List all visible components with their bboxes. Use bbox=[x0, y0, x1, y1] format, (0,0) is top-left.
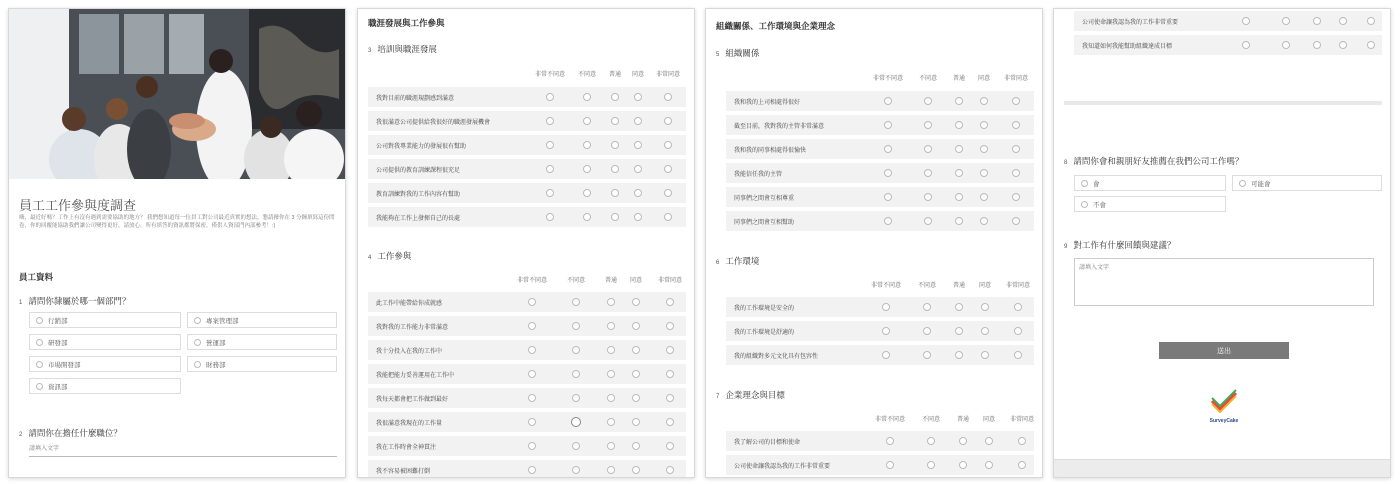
radio-button[interactable] bbox=[607, 394, 615, 402]
radio-button[interactable] bbox=[611, 93, 619, 101]
radio-button[interactable] bbox=[666, 394, 674, 402]
radio-button[interactable] bbox=[528, 298, 536, 306]
matrix-row bbox=[726, 455, 1034, 475]
scale-label: 非常不同意 bbox=[534, 72, 565, 78]
radio-button[interactable] bbox=[924, 121, 932, 129]
radio-button[interactable] bbox=[666, 442, 674, 450]
section-title-career: 職涯發展與工作參與 bbox=[368, 18, 445, 28]
scale-label: 不同意 bbox=[918, 76, 937, 82]
radio-button[interactable] bbox=[927, 461, 935, 469]
matrix-row bbox=[726, 187, 1034, 207]
matrix-row bbox=[368, 460, 686, 478]
option-label: 行銷部 bbox=[48, 317, 68, 325]
matrix-row bbox=[368, 388, 686, 408]
matrix-row-label: 公司使命讓我認為我的工作非常重要 bbox=[734, 463, 831, 470]
footer-bar bbox=[1054, 459, 1391, 477]
radio-button[interactable] bbox=[1012, 121, 1020, 129]
matrix-row bbox=[726, 345, 1034, 365]
matrix-row-label: 我能把能力妥善運用在工作中 bbox=[376, 372, 455, 379]
matrix-row-label: 我不容易被困難打倒 bbox=[376, 468, 431, 475]
radio-button[interactable] bbox=[611, 189, 619, 197]
radio-button[interactable] bbox=[1018, 437, 1026, 445]
radio-button[interactable] bbox=[572, 298, 580, 306]
matrix-row bbox=[368, 159, 686, 179]
option-label: 可能會 bbox=[1251, 180, 1271, 188]
radio-button[interactable] bbox=[923, 303, 931, 311]
question-1-title bbox=[19, 295, 130, 307]
radio-button[interactable] bbox=[546, 93, 554, 101]
radio-button[interactable] bbox=[884, 193, 892, 201]
radio-button[interactable] bbox=[955, 193, 963, 201]
radio-button[interactable] bbox=[981, 351, 989, 359]
option-rd[interactable] bbox=[29, 334, 181, 350]
matrix-row bbox=[726, 211, 1034, 231]
radio-icon bbox=[1081, 201, 1088, 208]
radio-button[interactable] bbox=[572, 346, 580, 354]
question-text: 培訓與職涯發展 bbox=[377, 44, 437, 54]
radio-button[interactable] bbox=[955, 145, 963, 153]
radio-button[interactable] bbox=[664, 141, 672, 149]
matrix-row bbox=[726, 297, 1034, 317]
scale-label: 同意 bbox=[629, 278, 642, 284]
option-label: 不會 bbox=[1093, 201, 1106, 209]
question-text: 請問你隸屬於哪一個部門？ bbox=[28, 296, 131, 306]
radio-button[interactable] bbox=[634, 189, 642, 197]
radio-button[interactable] bbox=[528, 322, 536, 330]
radio-button[interactable] bbox=[528, 466, 536, 474]
question-text: 組織關係 bbox=[725, 48, 760, 58]
radio-button[interactable] bbox=[666, 298, 674, 306]
radio-button[interactable] bbox=[583, 213, 591, 221]
radio-button[interactable] bbox=[924, 169, 932, 177]
radio-button[interactable] bbox=[664, 117, 672, 125]
matrix-row bbox=[726, 431, 1034, 451]
radio-icon bbox=[36, 383, 43, 390]
question-number: 7 bbox=[716, 394, 720, 400]
matrix-row-label: 我的組織對多元文化具有包容性 bbox=[734, 353, 819, 360]
radio-button[interactable] bbox=[882, 303, 890, 311]
matrix-row bbox=[368, 436, 686, 456]
radio-button[interactable] bbox=[572, 394, 580, 402]
radio-button[interactable] bbox=[980, 169, 988, 177]
question-number: 5 bbox=[716, 52, 720, 58]
matrix-row bbox=[726, 163, 1034, 183]
radio-icon bbox=[1081, 180, 1088, 187]
radio-button[interactable] bbox=[634, 93, 642, 101]
matrix-row-label: 公司對我專業能力的發展很有幫助 bbox=[376, 143, 467, 150]
matrix-row bbox=[368, 292, 686, 312]
survey-page-2 bbox=[357, 8, 695, 478]
question-5-title bbox=[716, 47, 759, 59]
matrix-header bbox=[866, 73, 1036, 82]
matrix-row-label: 我每天都會把工作做到最好 bbox=[376, 396, 449, 403]
question-number: 8 bbox=[1064, 160, 1068, 166]
radio-icon bbox=[36, 361, 43, 368]
radio-button[interactable] bbox=[611, 141, 619, 149]
scale-label: 非常同意 bbox=[655, 72, 680, 78]
radio-icon bbox=[194, 339, 201, 346]
radio-button[interactable] bbox=[664, 165, 672, 173]
radio-button[interactable] bbox=[528, 370, 536, 378]
matrix-row bbox=[368, 135, 686, 155]
scale-label: 同意 bbox=[977, 76, 990, 82]
radio-button[interactable] bbox=[1012, 217, 1020, 225]
scale-label: 不同意 bbox=[577, 72, 596, 78]
radio-button[interactable] bbox=[607, 346, 615, 354]
question-number: 3 bbox=[368, 48, 372, 54]
radio-button[interactable] bbox=[666, 346, 674, 354]
scale-label: 普通 bbox=[608, 72, 621, 78]
radio-button[interactable] bbox=[632, 346, 640, 354]
radio-button[interactable] bbox=[955, 327, 963, 335]
radio-button[interactable] bbox=[607, 370, 615, 378]
survey-page-4 bbox=[1053, 8, 1391, 478]
radio-button[interactable] bbox=[884, 121, 892, 129]
radio-button[interactable] bbox=[923, 351, 931, 359]
radio-button[interactable] bbox=[583, 93, 591, 101]
surveycake-logo bbox=[1199, 389, 1249, 429]
radio-button[interactable] bbox=[528, 346, 536, 354]
question-text: 對工作有什麼回饋與建議？ bbox=[1073, 240, 1176, 250]
radio-button[interactable] bbox=[1014, 351, 1022, 359]
matrix-row-label: 同事們之間會互相尊重 bbox=[734, 195, 795, 202]
radio-button[interactable] bbox=[528, 442, 536, 450]
radio-button[interactable] bbox=[959, 437, 967, 445]
scale-label: 非常不同意 bbox=[870, 283, 901, 289]
survey-description: 嗨，最近好嗎？工作上有沒有遇到需要協助的地方？ 我們想知道每一位員工對公司最近真實的想法，懇請撥你在 3 分鐘填寫這份問卷，你的回覆能協助我們讓公司變得更好，請放心，所有填答的資訊都將保密，僅供人資部門內部參考！:) bbox=[19, 215, 335, 229]
radio-button[interactable] bbox=[546, 165, 554, 173]
question-text: 工作環境 bbox=[725, 256, 760, 266]
scale-label: 不同意 bbox=[917, 283, 936, 289]
radio-button[interactable] bbox=[985, 461, 993, 469]
scale-label: 非常同意 bbox=[657, 278, 682, 284]
matrix-row-label: 我很滿意我現在的工作量 bbox=[376, 420, 443, 427]
option-label: 財務部 bbox=[206, 361, 226, 369]
section-title-org: 組織關係、工作環境與企業理念 bbox=[716, 21, 836, 31]
matrix-row-label: 公司使命讓我認為我的工作非常重要 bbox=[1082, 19, 1179, 26]
radio-button[interactable] bbox=[607, 322, 615, 330]
radio-button[interactable] bbox=[1282, 17, 1290, 25]
question-text: 企業理念與目標 bbox=[725, 390, 785, 400]
radio-button[interactable] bbox=[572, 322, 580, 330]
question-number: 4 bbox=[368, 255, 372, 261]
radio-button[interactable] bbox=[1339, 17, 1347, 25]
radio-icon bbox=[36, 339, 43, 346]
radio-button[interactable] bbox=[546, 141, 554, 149]
option-operations[interactable] bbox=[187, 334, 337, 350]
question-text: 請問你在擔任什麼職位？ bbox=[28, 428, 122, 438]
radio-button[interactable] bbox=[632, 466, 640, 474]
scale-label: 不同意 bbox=[566, 278, 585, 284]
radio-button[interactable] bbox=[664, 213, 672, 221]
radio-button[interactable] bbox=[1014, 327, 1022, 335]
matrix-row bbox=[726, 139, 1034, 159]
radio-button[interactable] bbox=[886, 437, 894, 445]
radio-button[interactable] bbox=[955, 351, 963, 359]
matrix-row bbox=[1074, 35, 1382, 55]
matrix-row-label: 我的工作環境是舒適的 bbox=[734, 329, 795, 336]
matrix-row-label: 我在工作時會全神貫注 bbox=[376, 444, 437, 451]
radio-button[interactable] bbox=[1282, 41, 1290, 49]
radio-icon bbox=[36, 317, 43, 324]
radio-button[interactable] bbox=[882, 351, 890, 359]
scale-label: 普通 bbox=[604, 278, 617, 284]
radio-button[interactable] bbox=[886, 461, 894, 469]
matrix-row bbox=[368, 316, 686, 336]
radio-button[interactable] bbox=[1313, 41, 1321, 49]
scale-label: 同意 bbox=[978, 283, 991, 289]
radio-button[interactable] bbox=[985, 437, 993, 445]
radio-button[interactable] bbox=[607, 466, 615, 474]
question-text: 請問你會和親朋好友推薦在我們公司工作嗎？ bbox=[1073, 156, 1244, 166]
matrix-row-label: 截至目前，我對我的主管非常滿意 bbox=[734, 123, 825, 130]
survey-title: 員工工作參與度調查 bbox=[19, 198, 137, 213]
matrix-row-label: 我和我的上司相處得很好 bbox=[734, 99, 801, 106]
question-number: 6 bbox=[716, 260, 720, 266]
radio-button[interactable] bbox=[607, 298, 615, 306]
matrix-row-label: 我和我的同事相處得很愉快 bbox=[734, 147, 807, 154]
radio-button[interactable] bbox=[980, 217, 988, 225]
scale-label: 非常同意 bbox=[1005, 283, 1030, 289]
radio-button[interactable] bbox=[607, 442, 615, 450]
matrix-header bbox=[868, 414, 1042, 423]
radio-button[interactable] bbox=[632, 370, 640, 378]
radio-button[interactable] bbox=[924, 217, 932, 225]
option-label: 會 bbox=[1093, 180, 1100, 188]
radio-button[interactable] bbox=[583, 117, 591, 125]
option-finance[interactable] bbox=[187, 356, 337, 372]
radio-button[interactable] bbox=[959, 461, 967, 469]
question-7-title bbox=[716, 389, 785, 401]
matrix-row-label: 我十分投入在我的工作中 bbox=[376, 348, 443, 355]
option-no[interactable] bbox=[1074, 196, 1226, 212]
option-label: 營運部 bbox=[206, 339, 226, 347]
radio-button[interactable] bbox=[666, 466, 674, 474]
radio-button[interactable] bbox=[1012, 97, 1020, 105]
radio-button[interactable] bbox=[611, 165, 619, 173]
matrix-row-label: 公司提供的教育訓練課程很充足 bbox=[376, 167, 461, 174]
option-maybe[interactable] bbox=[1232, 175, 1382, 191]
scale-label: 普通 bbox=[952, 283, 965, 289]
matrix-row bbox=[726, 321, 1034, 341]
radio-button[interactable] bbox=[955, 303, 963, 311]
matrix-row-label: 我了解公司的目標和使命 bbox=[734, 439, 801, 446]
matrix-row bbox=[368, 207, 686, 227]
logo-text: SurveyCake bbox=[1209, 418, 1239, 424]
matrix-row-label: 我能信任我的主管 bbox=[734, 171, 783, 178]
radio-button[interactable] bbox=[884, 145, 892, 153]
radio-button[interactable] bbox=[1367, 17, 1375, 25]
question-2-title bbox=[19, 427, 122, 439]
option-label: 研發部 bbox=[48, 339, 68, 347]
matrix-row bbox=[1074, 11, 1382, 31]
matrix-row-label: 此工作中能帶給你成就感 bbox=[376, 300, 443, 307]
radio-button[interactable] bbox=[572, 370, 580, 378]
matrix-row bbox=[368, 364, 686, 384]
section-title-employee-info: 員工資料 bbox=[19, 272, 54, 282]
radio-button[interactable] bbox=[572, 466, 580, 474]
matrix-row bbox=[368, 412, 686, 432]
matrix-row bbox=[368, 183, 686, 203]
survey-page-3 bbox=[705, 8, 1043, 478]
matrix-row-label: 我知道如何我能幫助組織達成目標 bbox=[1082, 43, 1173, 50]
scale-label: 普通 bbox=[956, 417, 969, 423]
matrix-row bbox=[368, 111, 686, 131]
radio-button[interactable] bbox=[634, 117, 642, 125]
radio-button[interactable] bbox=[572, 442, 580, 450]
radio-button[interactable] bbox=[1367, 41, 1375, 49]
section-divider bbox=[1064, 101, 1382, 105]
scale-label: 同意 bbox=[982, 417, 995, 423]
matrix-header bbox=[528, 69, 688, 78]
scale-label: 非常同意 bbox=[1009, 417, 1034, 423]
radio-button[interactable] bbox=[664, 189, 672, 197]
radio-button[interactable] bbox=[955, 121, 963, 129]
scale-label: 同意 bbox=[631, 72, 644, 78]
radio-button[interactable] bbox=[980, 145, 988, 153]
radio-icon bbox=[1239, 180, 1246, 187]
radio-button[interactable] bbox=[1012, 193, 1020, 201]
matrix-row bbox=[726, 91, 1034, 111]
question-number: 1 bbox=[19, 300, 23, 306]
radio-button[interactable] bbox=[666, 370, 674, 378]
radio-button[interactable] bbox=[634, 165, 642, 173]
radio-button[interactable] bbox=[884, 217, 892, 225]
radio-button[interactable] bbox=[528, 418, 536, 426]
position-input[interactable]: 請填入文字 bbox=[29, 443, 337, 457]
scale-label: 非常不同意 bbox=[872, 76, 903, 82]
radio-button[interactable] bbox=[583, 141, 591, 149]
radio-button[interactable] bbox=[634, 213, 642, 221]
radio-button[interactable] bbox=[1339, 41, 1347, 49]
radio-button[interactable] bbox=[980, 121, 988, 129]
option-label: 市場開發部 bbox=[48, 361, 81, 369]
scale-label: 非常同意 bbox=[1003, 76, 1028, 82]
matrix-row-label: 教育訓練對我的工作內容有幫助 bbox=[376, 191, 461, 198]
radio-button[interactable] bbox=[666, 322, 674, 330]
radio-button[interactable] bbox=[927, 437, 935, 445]
radio-button[interactable] bbox=[1018, 461, 1026, 469]
radio-button[interactable] bbox=[980, 193, 988, 201]
question-6-title bbox=[716, 255, 759, 267]
surveycake-logo-icon bbox=[1209, 389, 1239, 413]
matrix-header bbox=[510, 275, 692, 284]
radio-button[interactable] bbox=[1012, 145, 1020, 153]
matrix-row-label: 我對我的工作能力非常滿意 bbox=[376, 324, 449, 331]
question-number: 2 bbox=[19, 432, 23, 438]
matrix-row-label: 我能夠在工作上發揮自己的長處 bbox=[376, 215, 461, 222]
radio-button[interactable] bbox=[1242, 17, 1250, 25]
radio-icon bbox=[194, 361, 201, 368]
scale-label: 非常不同意 bbox=[516, 278, 547, 284]
radio-button[interactable] bbox=[981, 327, 989, 335]
question-9-title bbox=[1064, 239, 1175, 251]
radio-button[interactable] bbox=[664, 93, 672, 101]
radio-button[interactable] bbox=[955, 97, 963, 105]
radio-button[interactable] bbox=[611, 213, 619, 221]
radio-button[interactable] bbox=[632, 394, 640, 402]
radio-icon bbox=[194, 317, 201, 324]
radio-button[interactable] bbox=[924, 193, 932, 201]
radio-button[interactable] bbox=[1012, 169, 1020, 177]
matrix-row-label: 我的工作環境是安全的 bbox=[734, 305, 795, 312]
radio-button[interactable] bbox=[571, 417, 581, 427]
question-text: 工作參與 bbox=[377, 251, 412, 261]
submit-button[interactable]: 送出 bbox=[1159, 342, 1289, 359]
radio-button[interactable] bbox=[924, 97, 932, 105]
radio-button[interactable] bbox=[882, 327, 890, 335]
radio-button[interactable] bbox=[632, 418, 640, 426]
radio-button[interactable] bbox=[666, 418, 674, 426]
radio-button[interactable] bbox=[1313, 17, 1321, 25]
option-pm[interactable] bbox=[187, 312, 337, 328]
radio-button[interactable] bbox=[955, 169, 963, 177]
feedback-textarea[interactable]: 請填入文字 bbox=[1074, 258, 1374, 306]
radio-button[interactable] bbox=[1242, 41, 1250, 49]
option-it[interactable] bbox=[29, 378, 181, 394]
radio-button[interactable] bbox=[884, 169, 892, 177]
question-8-title bbox=[1064, 155, 1243, 167]
option-marketing[interactable] bbox=[29, 312, 181, 328]
matrix-row bbox=[368, 87, 686, 107]
question-4-title bbox=[368, 250, 411, 262]
option-market-dev[interactable] bbox=[29, 356, 181, 372]
radio-button[interactable] bbox=[924, 145, 932, 153]
radio-button[interactable] bbox=[632, 298, 640, 306]
radio-button[interactable] bbox=[955, 217, 963, 225]
radio-button[interactable] bbox=[632, 442, 640, 450]
radio-button[interactable] bbox=[634, 141, 642, 149]
question-3-title bbox=[368, 43, 437, 55]
matrix-row-label: 同事們之間會互相幫助 bbox=[734, 219, 795, 226]
radio-button[interactable] bbox=[546, 189, 554, 197]
radio-button[interactable] bbox=[583, 165, 591, 173]
radio-button[interactable] bbox=[611, 117, 619, 125]
radio-button[interactable] bbox=[923, 327, 931, 335]
option-label: 專案管理部 bbox=[206, 317, 239, 325]
question-number: 9 bbox=[1064, 244, 1068, 250]
radio-button[interactable] bbox=[884, 97, 892, 105]
matrix-row-label: 我很滿意公司提供給我很好的職涯發展機會 bbox=[376, 119, 491, 126]
radio-button[interactable] bbox=[583, 189, 591, 197]
radio-button[interactable] bbox=[980, 97, 988, 105]
radio-button[interactable] bbox=[632, 322, 640, 330]
scale-label: 非常不同意 bbox=[874, 417, 905, 423]
scale-label: 不同意 bbox=[921, 417, 940, 423]
matrix-row-label: 我對目前的職涯規劃感到滿意 bbox=[376, 95, 455, 102]
matrix-row bbox=[726, 115, 1034, 135]
option-yes[interactable] bbox=[1074, 175, 1226, 191]
radio-button[interactable] bbox=[607, 418, 615, 426]
survey-page-1 bbox=[8, 8, 346, 478]
radio-button[interactable] bbox=[546, 213, 554, 221]
radio-button[interactable] bbox=[528, 394, 536, 402]
scale-label: 普通 bbox=[952, 76, 965, 82]
radio-button[interactable] bbox=[981, 303, 989, 311]
radio-button[interactable] bbox=[1014, 303, 1022, 311]
hero-image bbox=[9, 9, 346, 179]
option-label: 資訊部 bbox=[48, 383, 68, 391]
matrix-header bbox=[864, 280, 1038, 289]
matrix-row bbox=[368, 340, 686, 360]
radio-button[interactable] bbox=[546, 117, 554, 125]
